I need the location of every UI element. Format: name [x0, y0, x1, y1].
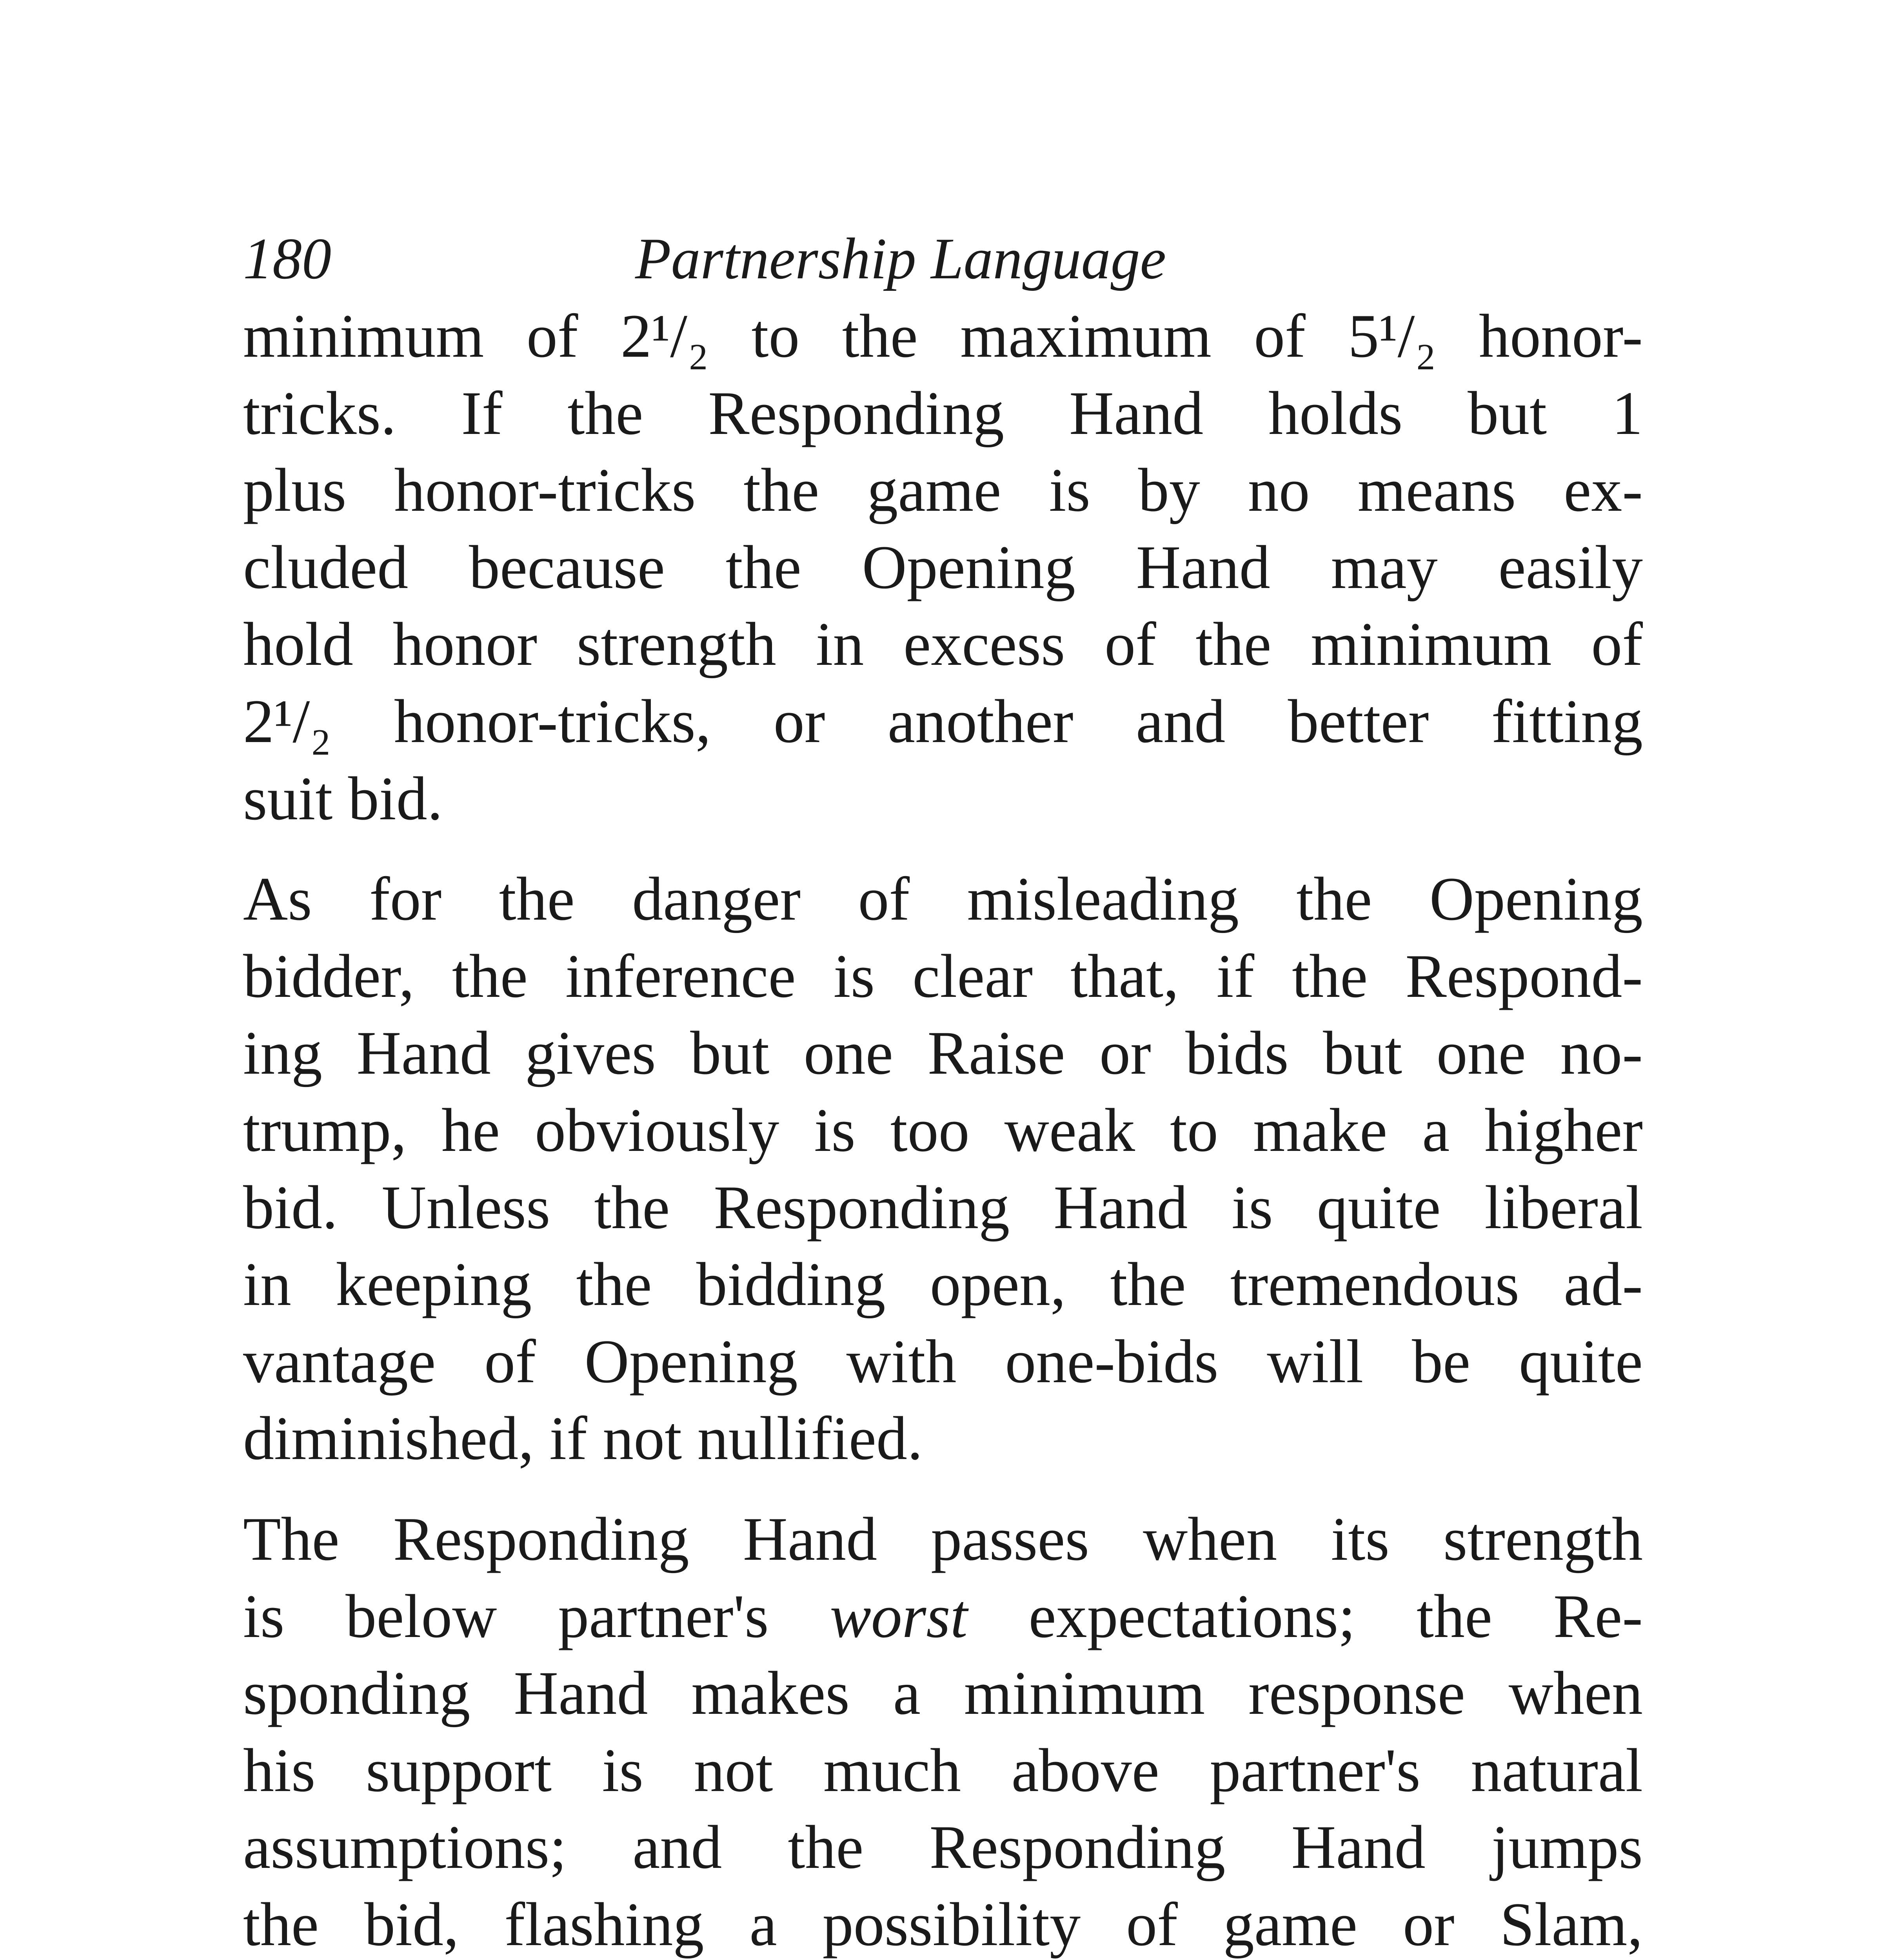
text-line: ing Hand gives but one Raise or bids but one no- [243, 1019, 1643, 1088]
text-line: As for the danger of misleading the Opening [243, 865, 1643, 934]
page-header [243, 220, 1655, 298]
text-line: plus honor-tricks the game is by no means ex- [243, 456, 1643, 525]
text-segment: expectations; the Re- [967, 1582, 1643, 1651]
paragraph-2 [243, 861, 1643, 1477]
text-line: tricks. If the Responding Hand holds but 1 [243, 379, 1643, 448]
paragraph-1 [243, 298, 1643, 837]
paragraph-3 [243, 1501, 1643, 1960]
text-line: the bid, flashing a possibility of game or Slam, [243, 1890, 1643, 1959]
text-line: sponding Hand makes a minimum response when [243, 1659, 1643, 1728]
text-line: hold honor strength in excess of the minimum of [243, 610, 1643, 679]
text-line: assumptions; and the Responding Hand jumps [243, 1813, 1643, 1882]
text-line: diminished, if not nullified. [243, 1404, 923, 1473]
text-line: his support is not much above partner's natural [243, 1736, 1643, 1805]
text-line: bid. Unless the Responding Hand is quite liberal [243, 1173, 1643, 1242]
running-title: Partnership Language [635, 226, 1166, 291]
text-line: minimum of 2¹/₂ to the maximum of 5¹/₂ honor- [243, 302, 1643, 370]
page-number: 180 [243, 226, 331, 291]
text-line: vantage of Opening with one-bids will be quite [243, 1327, 1643, 1396]
text-line: cluded because the Opening Hand may easily [243, 533, 1643, 602]
text-line: The Responding Hand passes when its strength [243, 1504, 1643, 1573]
emphasized-word: worst [830, 1582, 968, 1651]
text-line: 2¹/₂ honor-tricks, or another and better fitting [243, 687, 1643, 756]
text-line-with-emphasis [243, 1578, 1643, 1655]
text-line: suit bid. [243, 764, 443, 833]
text-line: bidder, the inference is clear that, if the Respond- [243, 942, 1643, 1011]
text-line: trump, he obviously is too weak to make a higher [243, 1096, 1643, 1165]
text-segment: is below partner's [243, 1582, 830, 1651]
text-line: in keeping the bidding open, the tremendous ad- [243, 1250, 1643, 1319]
body-text [243, 298, 1643, 1960]
